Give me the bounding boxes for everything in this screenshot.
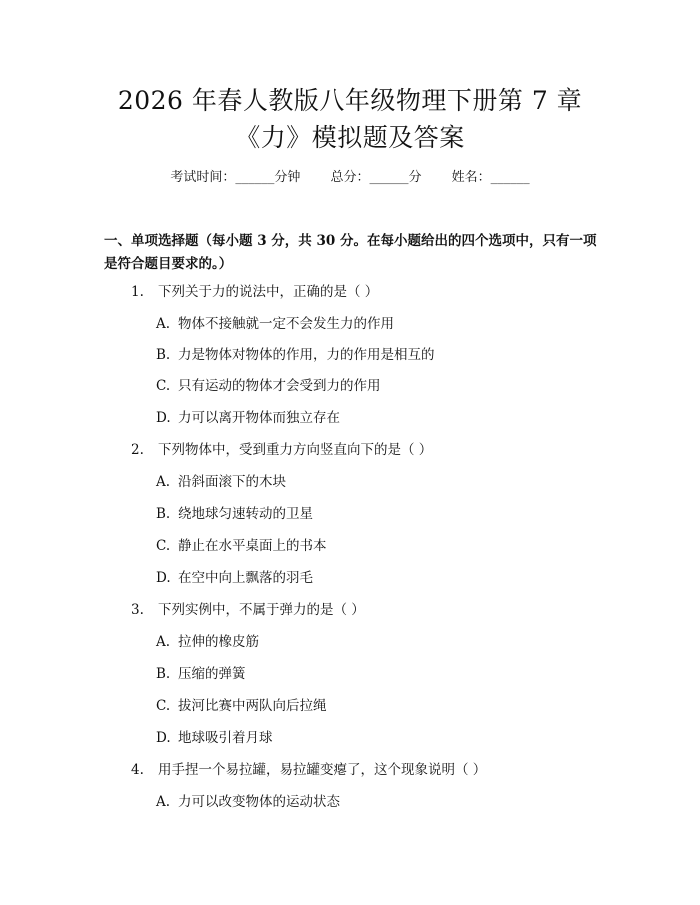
- option-letter: A.: [156, 634, 171, 650]
- option-letter: A.: [156, 474, 171, 490]
- question-1-option-b: [156, 345, 435, 365]
- option-text: 物体不接触就一定不会发生力的作用: [178, 316, 394, 332]
- option-text: 在空中向上飘落的羽毛: [178, 570, 313, 586]
- question-1: [131, 282, 378, 302]
- question-4-option-a: [156, 792, 340, 812]
- option-text: 力是物体对物体的作用，力的作用是相互的: [178, 347, 435, 363]
- question-2-option-a: [156, 472, 286, 492]
- question-1-option-d: [156, 408, 340, 428]
- exam-meta-line: [0, 168, 700, 188]
- option-text: 沿斜面滚下的木块: [178, 474, 286, 490]
- question-3-option-b: [156, 664, 246, 684]
- question-number: 3.: [131, 602, 144, 618]
- option-text: 只有运动的物体才会受到力的作用: [178, 378, 381, 394]
- question-3: [131, 600, 365, 620]
- question-text: 下列关于力的说法中，正确的是（ ）: [158, 284, 379, 300]
- student-name-field: 姓名：______: [451, 170, 530, 185]
- option-letter: C.: [156, 378, 171, 394]
- question-1-option-a: [156, 314, 394, 334]
- option-letter: B.: [156, 666, 171, 682]
- option-letter: A.: [156, 794, 171, 810]
- option-letter: C.: [156, 538, 171, 554]
- question-2-option-d: [156, 568, 313, 588]
- option-text: 静止在水平桌面上的书本: [178, 538, 327, 554]
- option-text: 压缩的弹簧: [178, 666, 246, 682]
- question-number: 4.: [131, 762, 144, 778]
- option-letter: D.: [156, 730, 171, 746]
- document-title-line-1: 2026 年春人教版八年级物理下册第 7 章: [117, 86, 583, 115]
- question-number: 2.: [131, 442, 144, 458]
- question-number: 1.: [131, 284, 144, 300]
- option-text: 拔河比赛中两队向后拉绳: [178, 698, 327, 714]
- question-3-option-a: [156, 632, 259, 652]
- question-text: 用手捏一个易拉罐，易拉罐变瘪了，这个现象说明（ ）: [158, 762, 487, 778]
- question-1-option-c: [156, 376, 381, 396]
- question-2-option-b: [156, 504, 313, 524]
- question-2: [131, 440, 432, 460]
- option-letter: C.: [156, 698, 171, 714]
- question-text: 下列实例中，不属于弹力的是（ ）: [158, 602, 365, 618]
- option-text: 力可以离开物体而独立存在: [178, 410, 340, 426]
- option-letter: D.: [156, 410, 171, 426]
- total-score-field: 总分：______分: [330, 170, 422, 185]
- question-3-option-d: [156, 728, 273, 748]
- document-title-line-2: 《力》模拟题及答案: [235, 123, 465, 152]
- question-4: [131, 760, 486, 780]
- question-2-option-c: [156, 536, 327, 556]
- question-3-option-c: [156, 696, 327, 716]
- exam-time-field: 考试时间：______分钟: [170, 170, 301, 185]
- question-text: 下列物体中，受到重力方向竖直向下的是（ ）: [158, 442, 433, 458]
- option-text: 力可以改变物体的运动状态: [178, 794, 340, 810]
- option-letter: A.: [156, 316, 171, 332]
- option-letter: B.: [156, 506, 171, 522]
- option-letter: D.: [156, 570, 171, 586]
- option-letter: B.: [156, 347, 171, 363]
- option-text: 拉伸的橡皮筋: [178, 634, 259, 650]
- option-text: 地球吸引着月球: [178, 730, 273, 746]
- option-text: 绕地球匀速转动的卫星: [178, 506, 313, 522]
- section-heading: 一、单项选择题（每小题 3 分，共 30 分。在每小题给出的四个选项中，只有一项是符合题目要求的。）: [104, 233, 597, 272]
